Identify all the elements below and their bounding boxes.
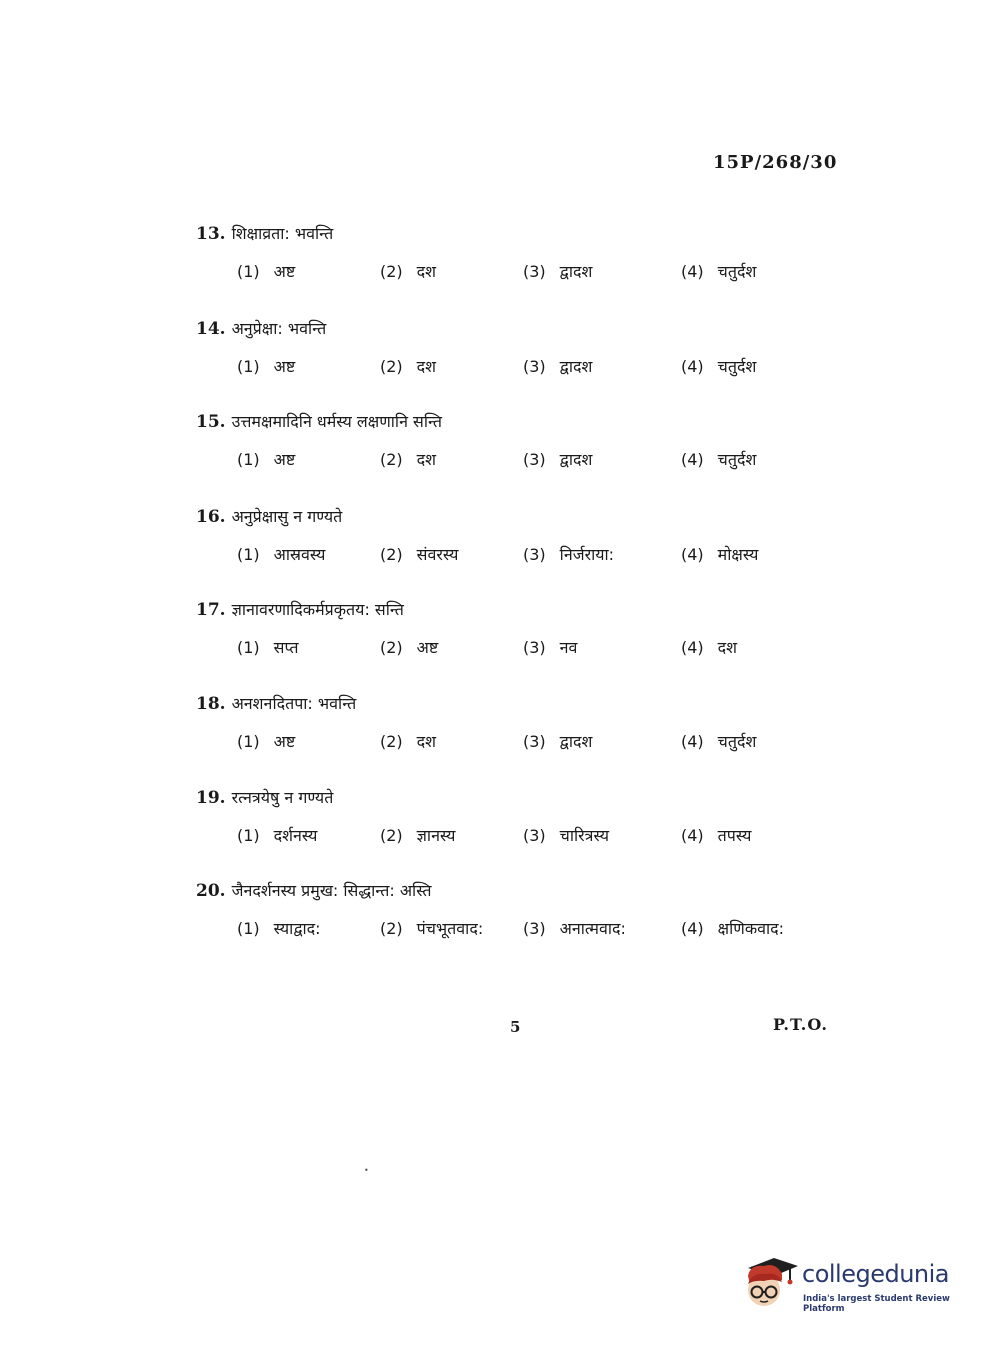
question-text: अनशनदितपा: भवन्ति <box>231 694 357 713</box>
option-1: (1) स्याद्वाद: <box>237 919 321 938</box>
option-2: (2) दश <box>380 450 437 469</box>
question-text: रत्नत्रयेषु न गण्यते <box>231 788 334 807</box>
option-2: (2) संवरस्य <box>380 545 459 564</box>
scan-speck: • <box>364 1166 369 1175</box>
question-text: शिक्षाव्रता: भवन्ति <box>231 224 334 243</box>
question-number: 20. <box>196 881 226 901</box>
option-2: (2) अष्ट <box>380 638 439 657</box>
option-3: (3) चारित्रस्य <box>523 826 609 845</box>
option-3: (3) निर्जराया: <box>523 545 615 564</box>
question-text: उत्तमक्षमादिनि धर्मस्य लक्षणानि सन्ति <box>231 412 443 431</box>
option-1: (1) दर्शनस्य <box>237 826 318 845</box>
question-text: अनुप्रेक्षा: भवन्ति <box>231 319 327 338</box>
option-2: (2) दश <box>380 262 437 281</box>
question-number: 15. <box>196 412 226 432</box>
option-4: (4) मोक्षस्य <box>681 545 759 564</box>
option-3: (3) नव <box>523 638 578 657</box>
option-3: (3) अनात्मवाद: <box>523 919 626 938</box>
option-1: (1) अष्ट <box>237 262 296 281</box>
option-3: (3) द्वादश <box>523 262 593 281</box>
question-text: जैनदर्शनस्य प्रमुख: सिद्धान्त: अस्ति <box>231 881 432 900</box>
option-4: (4) दश <box>681 638 738 657</box>
paper-code: 15P/268/30 <box>713 152 838 173</box>
question-number: 16. <box>196 507 226 527</box>
logo-name: collegedunia <box>802 1260 950 1288</box>
question-number: 14. <box>196 319 226 339</box>
option-4: (4) चतुर्दश <box>681 450 757 469</box>
collegedunia-watermark[interactable] <box>742 1250 972 1320</box>
question-number: 17. <box>196 600 226 620</box>
option-4: (4) चतुर्दश <box>681 262 757 281</box>
option-4: (4) चतुर्दश <box>681 357 757 376</box>
option-1: (1) सप्त <box>237 638 299 657</box>
question-number: 13. <box>196 224 226 244</box>
logo-tagline: India's largest Student Review Platform <box>803 1294 950 1314</box>
option-4: (4) चतुर्दश <box>681 732 757 751</box>
option-4: (4) क्षणिकवाद: <box>681 919 785 938</box>
option-1: (1) अष्ट <box>237 357 296 376</box>
option-2: (2) पंचभूतवाद: <box>380 919 484 938</box>
question-number: 18. <box>196 694 226 714</box>
option-1: (1) आस्रवस्य <box>237 545 326 564</box>
option-1: (1) अष्ट <box>237 450 296 469</box>
option-3: (3) द्वादश <box>523 732 593 751</box>
pto-label: P.T.O. <box>773 1015 828 1034</box>
page-number: 5 <box>510 1018 521 1036</box>
option-2: (2) ज्ञानस्य <box>380 826 456 845</box>
question-text: ज्ञानावरणादिकर्मप्रकृतय: सन्ति <box>231 600 404 619</box>
option-2: (2) दश <box>380 357 437 376</box>
option-4: (4) तपस्य <box>681 826 752 845</box>
question-text: अनुप्रेक्षासु न गण्यते <box>231 507 343 526</box>
question-number: 19. <box>196 788 226 808</box>
option-1: (1) अष्ट <box>237 732 296 751</box>
option-3: (3) द्वादश <box>523 357 593 376</box>
student-mascot-icon <box>742 1250 800 1308</box>
option-3: (3) द्वादश <box>523 450 593 469</box>
option-2: (2) दश <box>380 732 437 751</box>
